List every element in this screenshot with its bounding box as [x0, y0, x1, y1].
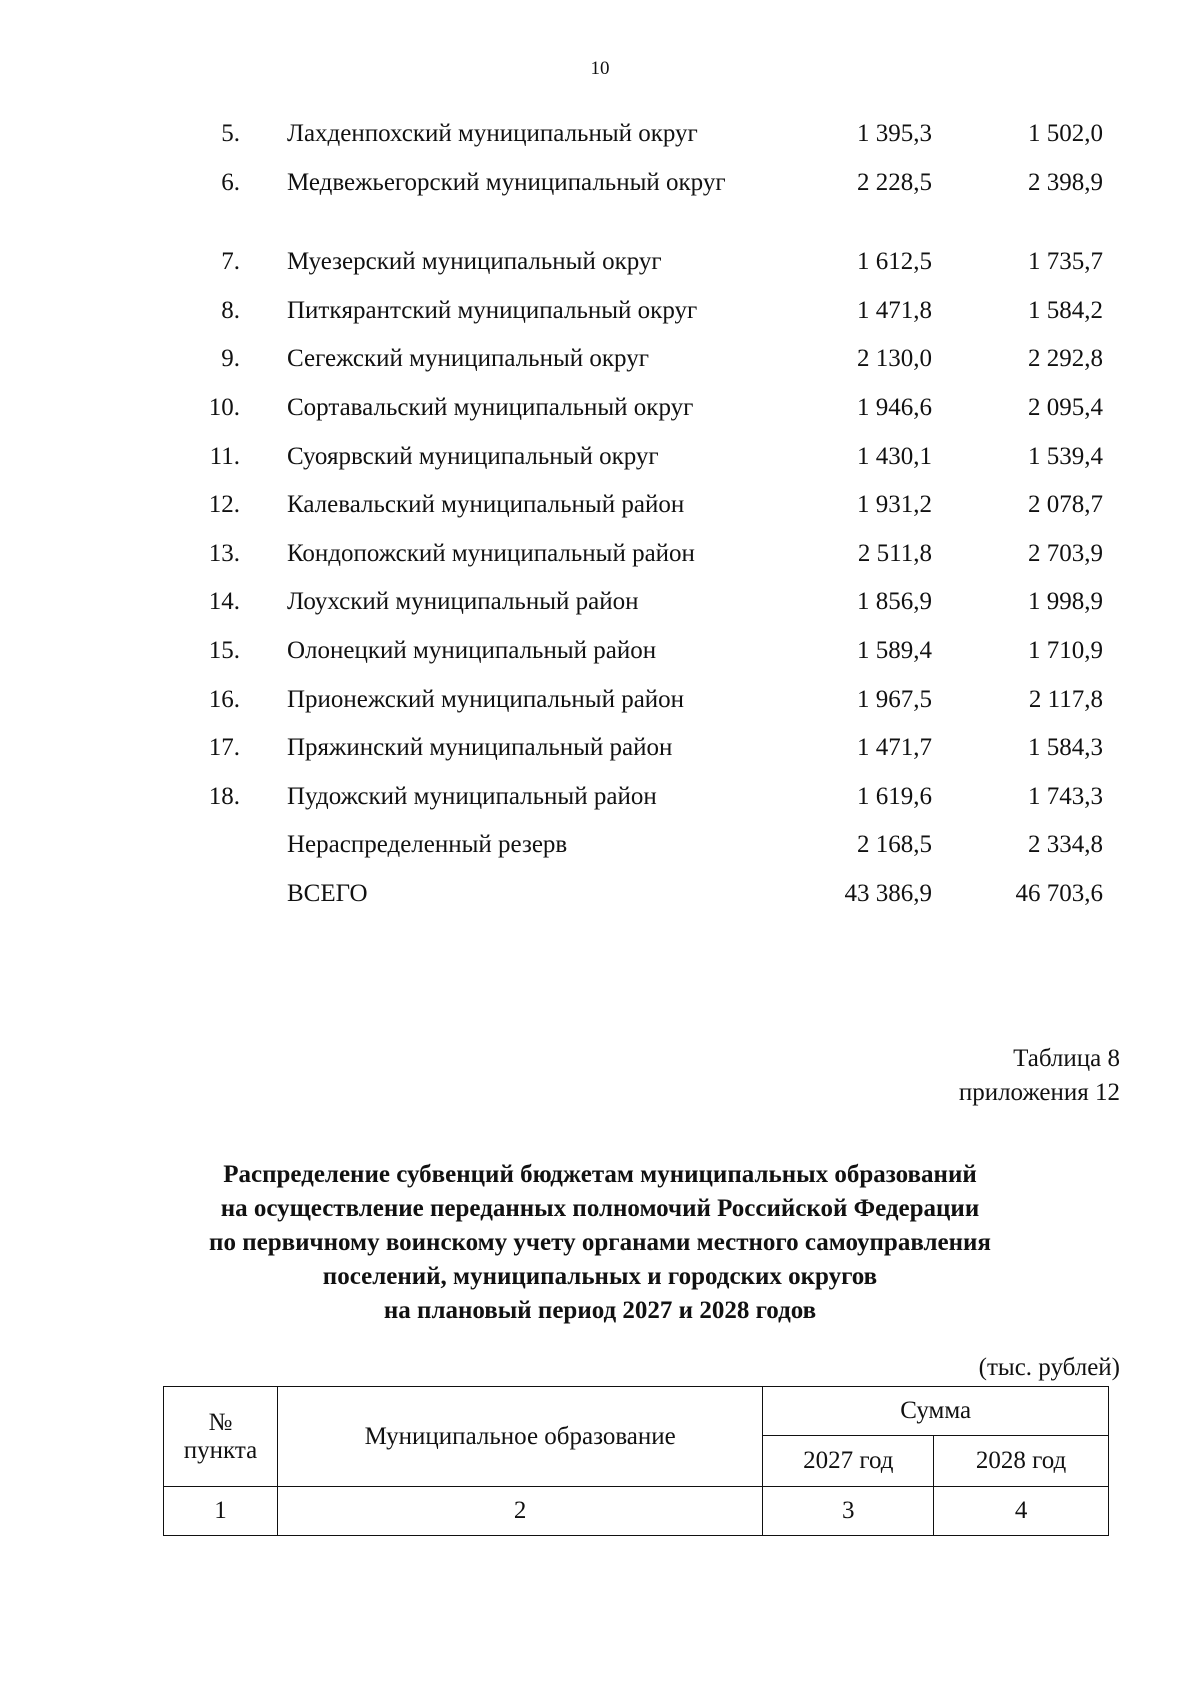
row-number: 8. — [221, 296, 240, 324]
row-name: Пряжинский муниципальный район — [287, 734, 673, 762]
header-col-number — [164, 1387, 278, 1487]
units-label: (тыс. рублей) — [978, 1354, 1120, 1381]
row-value-2027: 1 395,3 — [857, 120, 932, 147]
row-value-2027: 1 931,2 — [857, 491, 932, 519]
row-number: 10. — [208, 394, 240, 421]
header-col-name: Муниципальное образование — [277, 1387, 762, 1487]
row-value-2027: 2 130,0 — [857, 345, 932, 373]
table-caption-line1: Таблица 8 — [1013, 1045, 1120, 1072]
row-value-2028: 2 078,7 — [1028, 491, 1103, 519]
row-number: 18. — [208, 782, 240, 810]
row-value-2027: 1 589,4 — [857, 637, 932, 664]
title-line: на плановый период 2027 и 2028 годов — [383, 1297, 817, 1324]
row-value-2028: 1 584,3 — [1028, 734, 1103, 762]
row-value-2028: 2 334,8 — [1028, 831, 1103, 859]
row-value-2028: 1 539,4 — [1028, 442, 1103, 470]
row-value-2027: 1 471,8 — [857, 296, 932, 324]
row-name: Суоярвский муниципальный округ — [287, 442, 659, 470]
page-number: 10 — [590, 58, 610, 79]
row-number: 12. — [208, 491, 240, 519]
row-value-2027: 1 612,5 — [857, 248, 932, 276]
row-name: Калевальский муниципальный район — [287, 491, 685, 519]
header-index-3: 3 — [763, 1487, 934, 1536]
row-value-2027: 2 511,8 — [857, 539, 932, 567]
table-caption-line2: приложения 12 — [958, 1079, 1120, 1106]
header-col-number-line2: пункта — [183, 1436, 258, 1464]
row-name: Сортавальский муниципальный округ — [287, 394, 694, 421]
row-value-2028: 2 292,8 — [1028, 345, 1103, 373]
header-col-number-line1: № — [208, 1408, 233, 1436]
header-index-4: 4 — [934, 1487, 1109, 1536]
row-name: ВСЕГО — [287, 880, 368, 907]
row-value-2028: 1 743,3 — [1028, 782, 1103, 810]
header-col-2027: 2027 год — [763, 1436, 934, 1487]
header-index-2: 2 — [277, 1487, 762, 1536]
row-name: Олонецкий муниципальный район — [287, 637, 657, 664]
row-name: Лоухский муниципальный район — [287, 588, 639, 616]
row-number: 16. — [208, 685, 240, 713]
table-header — [163, 1386, 1109, 1536]
row-value-2027: 1 430,1 — [857, 442, 932, 470]
header-col-sum: Сумма — [763, 1387, 1109, 1436]
title-line: Распределение субвенций бюджетам муниципальных образований — [223, 1161, 977, 1188]
row-value-2027: 1 856,9 — [857, 588, 932, 616]
row-value-2027: 1 471,7 — [857, 734, 932, 762]
row-name: Сегежский муниципальный округ — [287, 345, 649, 373]
row-value-2028: 1 584,2 — [1028, 296, 1103, 324]
row-value-2028: 1 998,9 — [1028, 588, 1103, 616]
row-number: 15. — [208, 637, 240, 664]
table-row — [0, 167, 1200, 229]
header-index-1: 1 — [164, 1487, 278, 1536]
row-number: 13. — [208, 539, 240, 567]
row-name: Медвежьегорский муниципальный округ — [287, 168, 726, 196]
row-name: Кондопожский муниципальный район — [287, 539, 695, 567]
row-number: 6. — [221, 168, 240, 196]
header-col-2028: 2028 год — [934, 1436, 1109, 1487]
row-value-2028: 46 703,6 — [1015, 880, 1103, 907]
row-value-2028: 2 398,9 — [1028, 168, 1103, 196]
row-value-2027: 1 946,6 — [857, 394, 932, 421]
row-value-2027: 2 168,5 — [857, 831, 932, 859]
row-name: Лахденпохский муниципальный округ — [287, 120, 698, 147]
row-name: Муезерский муниципальный округ — [287, 248, 662, 276]
row-number: 7. — [221, 248, 240, 276]
row-name: Нераспределенный резерв — [287, 831, 568, 859]
title-line: на осуществление переданных полномочий Российской Федерации — [220, 1195, 980, 1222]
row-number: 17. — [208, 734, 240, 762]
row-value-2028: 2 703,9 — [1028, 539, 1103, 567]
table-row — [0, 118, 1200, 149]
row-value-2028: 2 117,8 — [1028, 685, 1103, 713]
title-line: по первичному воинскому учету органами местного самоуправления — [209, 1229, 991, 1256]
row-value-2028: 1 710,9 — [1028, 637, 1103, 664]
row-name: Пудожский муниципальный район — [287, 782, 657, 810]
row-value-2027: 43 386,9 — [844, 880, 932, 907]
row-name: Прионежский муниципальный район — [287, 685, 685, 713]
table-title — [0, 1158, 1200, 1328]
row-value-2028: 2 095,4 — [1028, 394, 1103, 421]
row-value-2027: 1 619,6 — [857, 782, 932, 810]
row-number: 11. — [209, 442, 240, 470]
row-number: 14. — [208, 588, 240, 616]
row-value-2027: 2 228,5 — [857, 168, 932, 196]
row-number: 5. — [221, 120, 240, 147]
row-value-2028: 1 735,7 — [1028, 248, 1103, 276]
title-line: поселений, муниципальных и городских округов — [322, 1263, 878, 1290]
row-value-2028: 1 502,0 — [1028, 120, 1103, 147]
row-number: 9. — [221, 345, 240, 373]
row-name: Питкярантский муниципальный округ — [287, 296, 698, 324]
row-value-2027: 1 967,5 — [857, 685, 932, 713]
